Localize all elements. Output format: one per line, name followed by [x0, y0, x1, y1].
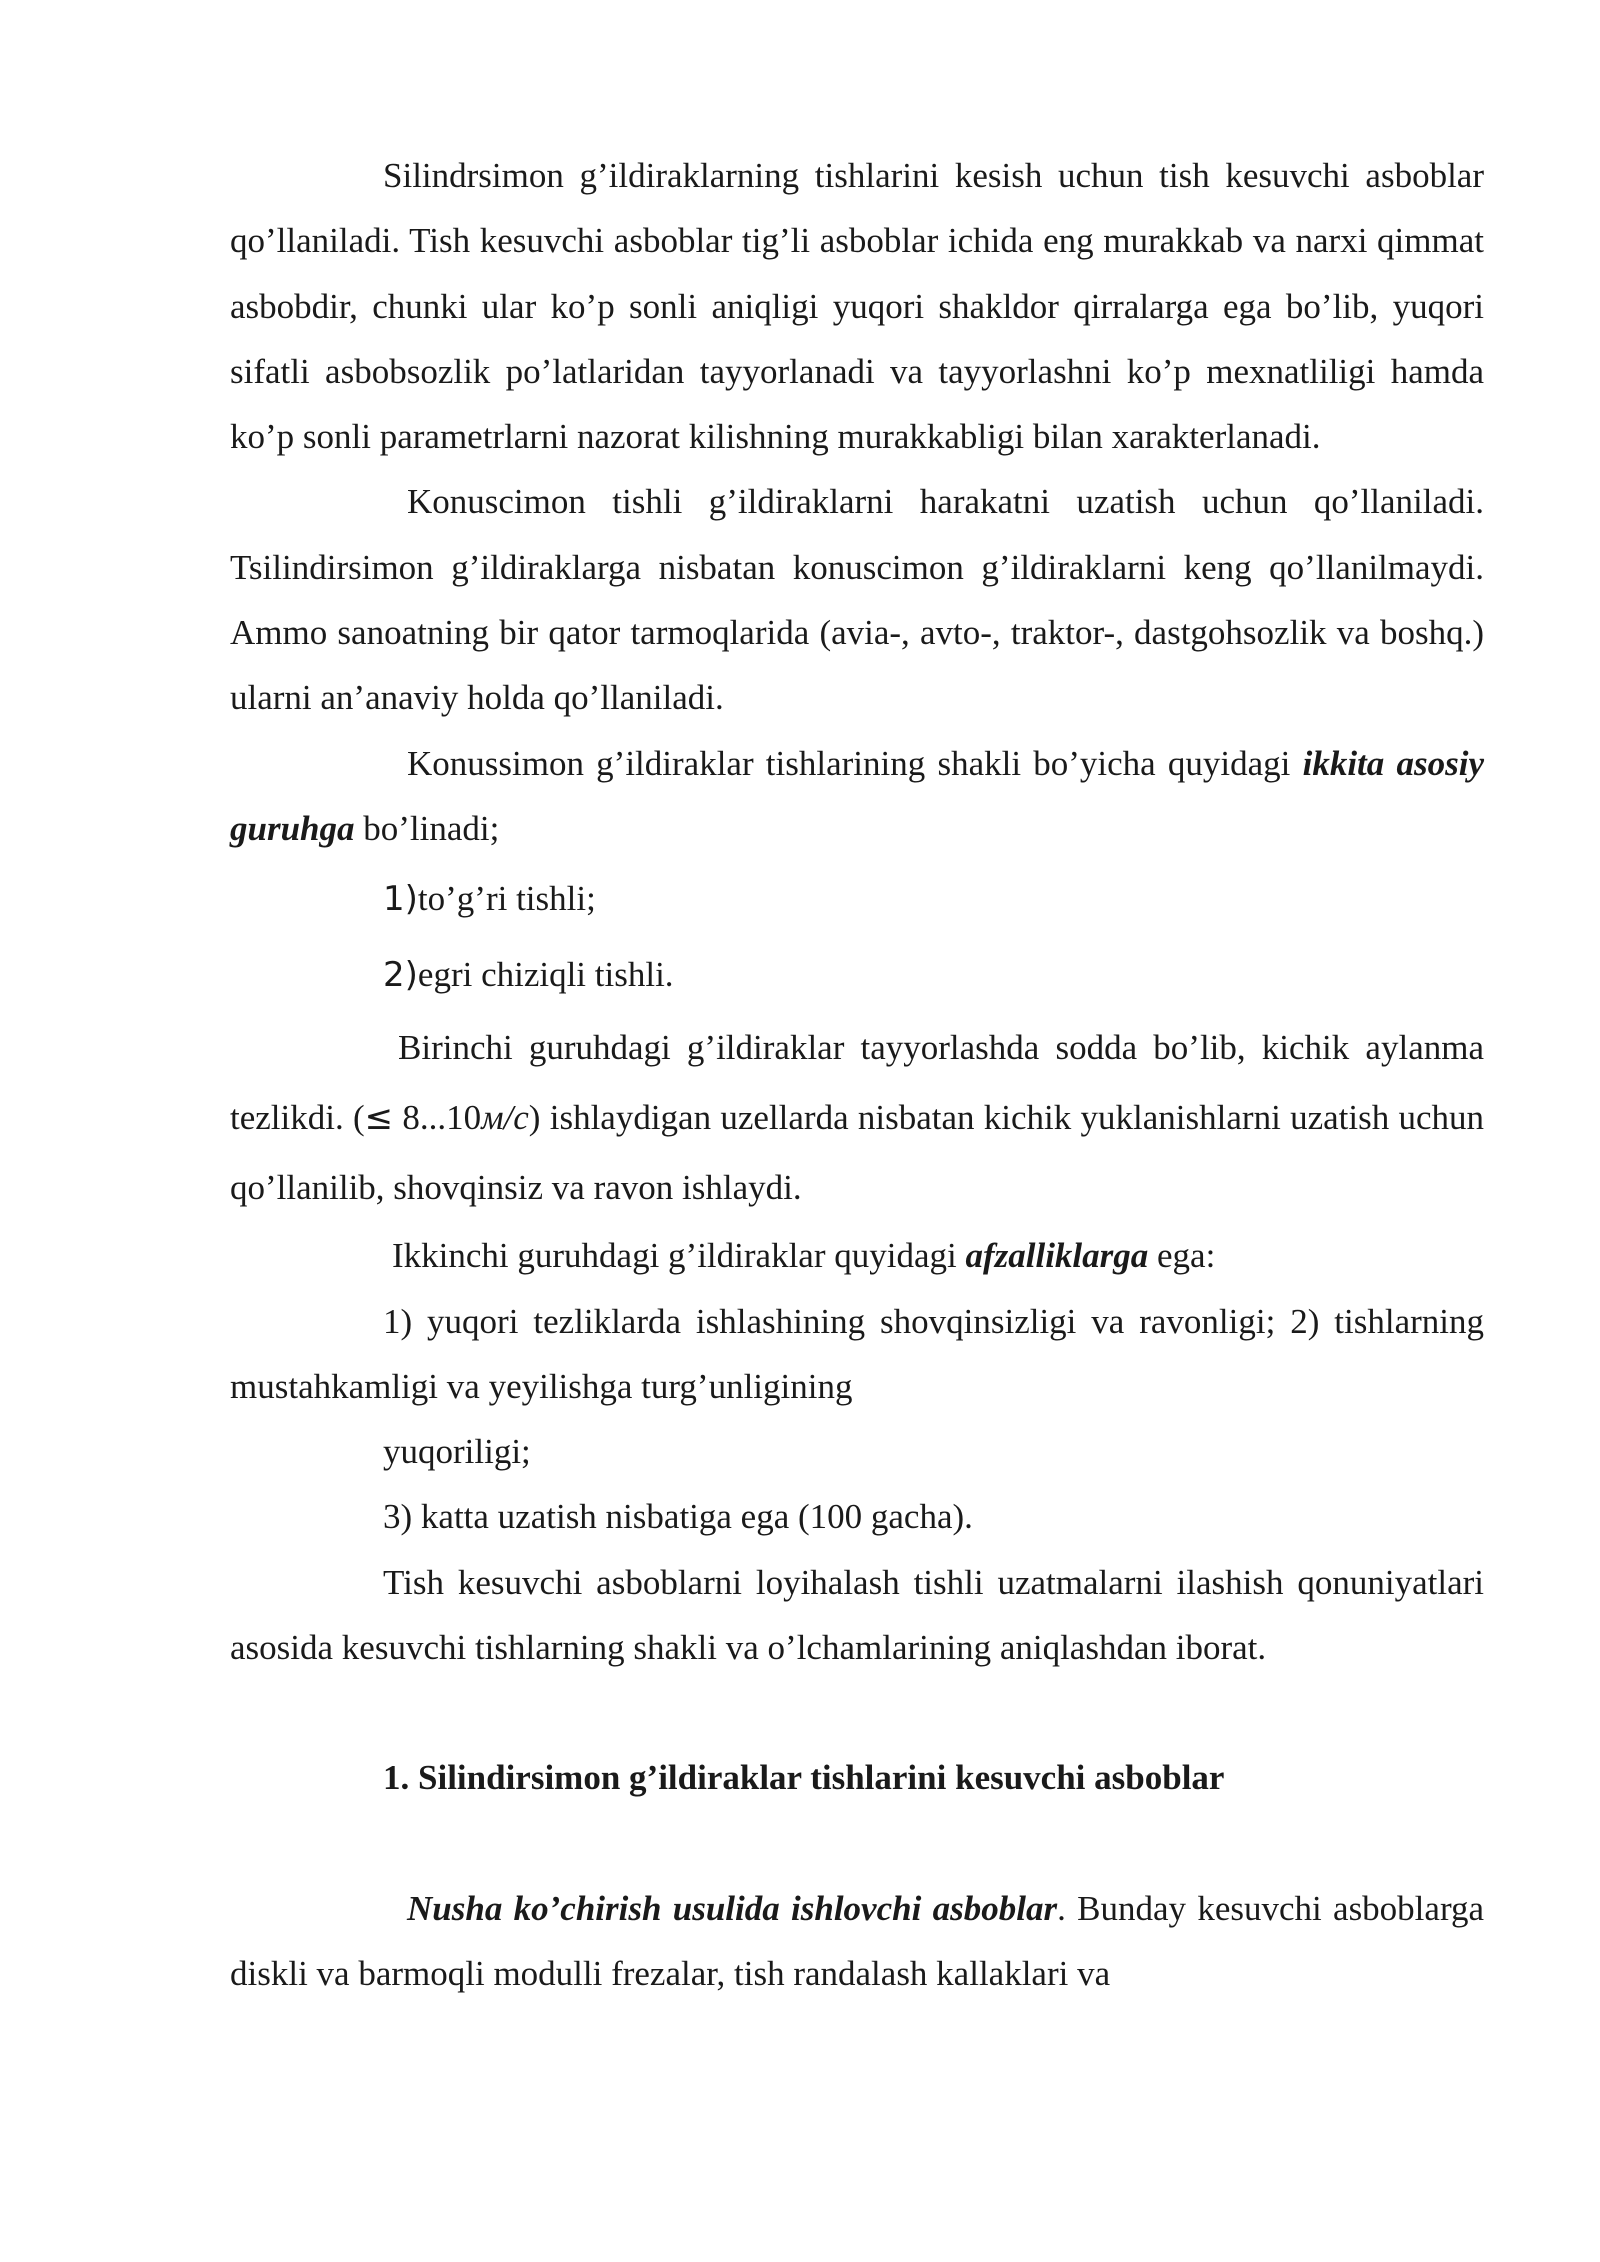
paragraph-design: Tish kesuvchi asboblarni loyihalash tishli uzatmalarni ilashish qonuniyatlari asosida kesuvchi tishlarning shakli va o’lchamlarining aniqlashdan iborat. [230, 1562, 1484, 1668]
paragraph-advantages-1-2: 1) yuqori tezliklarda ishlashining shovqinsizligi va ravonligi; 2) tishlarning mustahkamligi va yeyilishga turg’unligining [230, 1301, 1484, 1406]
speed-value: 8...10 [393, 1098, 482, 1138]
spacer [230, 1680, 1484, 1745]
less-equal-symbol: ≤ [364, 1098, 394, 1139]
text-run: ) ishlaydigan uzellarda nisbatan kichik yuklanishlarni uzatish uchun qo’llanilib, shovqinsiz va ravon ishlaydi. [230, 1098, 1485, 1208]
list-text: to’g’ri tishli; [417, 879, 596, 919]
emphasis-two-groups: ikkita asosiy guruhga [230, 743, 1484, 848]
list-text: egri chiziqli tishli. [417, 955, 674, 995]
text-run: . Bunday kesuvchi asboblarga diskli va barmoqli modulli frezalar, tish randalash kallaklari va [230, 1888, 1484, 1993]
paragraph-cylindrical-gears: Silindrsimon g’ildiraklarning tishlarini kesish uchun tish kesuvchi asboblar qo’llaniladi. Tish kesuvchi asboblar tig’li asboblar ichida eng murakkab va narxi qimmat asbobdir, chunki ular ko’p sonli aniqligi yuqori shakldor qirralarga ega bo’lib, yuqori sifatli asbobsozlik po’latlaridan tayyorlanadi va tayyorlashni ko’p mexnatliligi hamda ko’p sonli parametrlarni nazorat kilishning murakkabligi bilan xarakterlanadi. [230, 156, 1484, 457]
list-item-curved-teeth [230, 937, 1484, 1013]
text-run: Birinchi guruhdagi g’ildiraklar tayyorlashda sodda bo’lib, kichik aylanma tezlikdi. ( [230, 1028, 1484, 1138]
text-run: Ikkinchi guruhdagi g’ildiraklar quyidagi [392, 1236, 966, 1276]
list-number: 2) [383, 955, 418, 996]
emphasis-advantages: afzalliklarga [965, 1236, 1149, 1276]
paragraph-advantages-cont: yuqoriligi; [383, 1432, 531, 1472]
paragraph-conical-gears: Konuscimon tishli g’ildiraklarni harakatni uzatish uchun qo’llaniladi. Tsilindirsimon g’ildiraklarga nisbatan konuscimon g’ildiraklarni keng qo’llanilmaydi. Ammo sanoatning bir qator tarmoqlarida (avia-, avto-, traktor-, dastgohsozlik va boshq.) ularni an’anaviy holda qo’llaniladi. [230, 482, 1484, 718]
emphasis-copy-method: Nusha ko’chirish usulida ishlovchi asboblar [407, 1888, 1058, 1928]
paragraph-two-groups [230, 731, 1484, 862]
text-run: Konussimon g’ildiraklar tishlarining shakli bo’yicha quyidagi [407, 743, 1303, 783]
list-number: 1) [383, 879, 418, 920]
paragraph-advantages-3: 3) katta uzatish nisbatiga ega (100 gacha). [383, 1497, 973, 1537]
text-run: ega: [1148, 1236, 1216, 1276]
section-heading: 1. Silindirsimon g’ildiraklar tishlarini kesuvchi asboblar [383, 1758, 1225, 1798]
document-body [230, 143, 1484, 2006]
text-run: bo’linadi; [354, 808, 500, 848]
paragraph-copy-method [230, 1876, 1484, 2007]
spacer [230, 1811, 1484, 1876]
paragraph-first-group [230, 1013, 1484, 1223]
paragraph-second-group [230, 1223, 1484, 1288]
speed-unit: м/с [481, 1098, 529, 1138]
list-item-straight-teeth [230, 861, 1484, 937]
